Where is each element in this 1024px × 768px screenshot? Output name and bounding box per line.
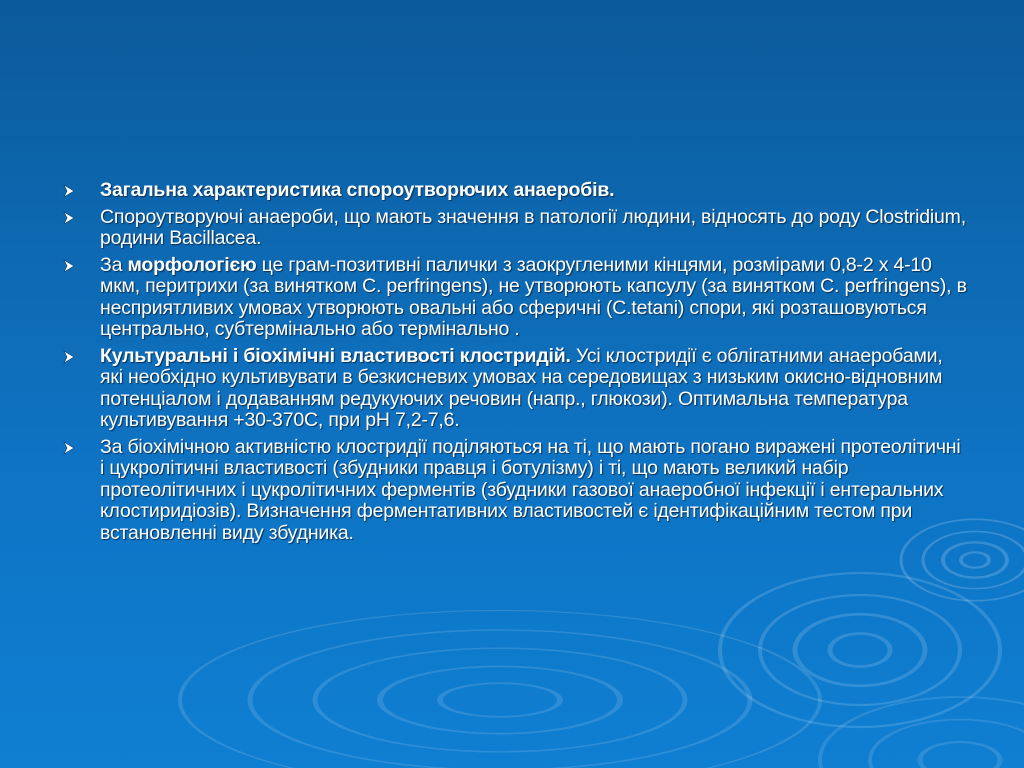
list-item [62, 346, 967, 432]
bullet-text: За біохімічною активністю клостридії поділяються на ті, що мають погано виражені протеолітичні і цукролітичні властивості (збудники правця і ботулізму) і ті, що мають великий набір протеолітичних і цукролітичних ферментів (збудники газової анаеробної інфекції і ентеральних клостиридіозів). Визначення ферментативних властивостей є ідентифікаційним тестом при встановленні виду збудника. [100, 435, 961, 544]
list-item [62, 255, 967, 341]
bullet-text: Спороутворуючі анаероби, що мають значення в патології людини, відносять до роду Clostridium, родини Bacillacea. [100, 205, 966, 249]
arrowhead-bullet-icon [62, 184, 76, 198]
list-item [62, 207, 967, 250]
arrowhead-bullet-icon [62, 350, 76, 364]
list-item [62, 180, 967, 202]
slide-body [62, 180, 967, 549]
arrowhead-bullet-icon [62, 211, 76, 225]
bullet-heading: Загальна характеристика спороутворючих анаеробів. [100, 179, 615, 201]
arrowhead-bullet-icon [62, 441, 76, 455]
bullet-text: це грам-позитивні палички з заокругленими кінцями, розмірами 0,8-2 х 4-10 мкм, перитрихи (за винятком C. perfringens), не утворюють капсулу (за винятком C. perfringens), в несприятливих умовах утворюють овальні або сферичні (C.tetani) спори, які розташовуються центрально, субтермінально або термінально . [100, 253, 967, 340]
bullet-text: Усі клостридії є облігатними анаеробами, які необхідно культивувати в безкисневих умовах на середовищах з низьким окисно-відновним потенціалом і додаванням редукуючих речовин (напр., глюкози). Оптимальна температура культивування +30-370С, при pH 7,2-7,6. [100, 344, 943, 431]
arrowhead-bullet-icon [62, 259, 76, 273]
bullet-heading: Культуральні і біохімічні властивості клостридій. [100, 344, 571, 367]
bullet-heading: морфологією [127, 253, 257, 276]
list-item [62, 437, 967, 545]
bullet-prefix: За [100, 253, 128, 276]
bullet-list [62, 180, 967, 544]
